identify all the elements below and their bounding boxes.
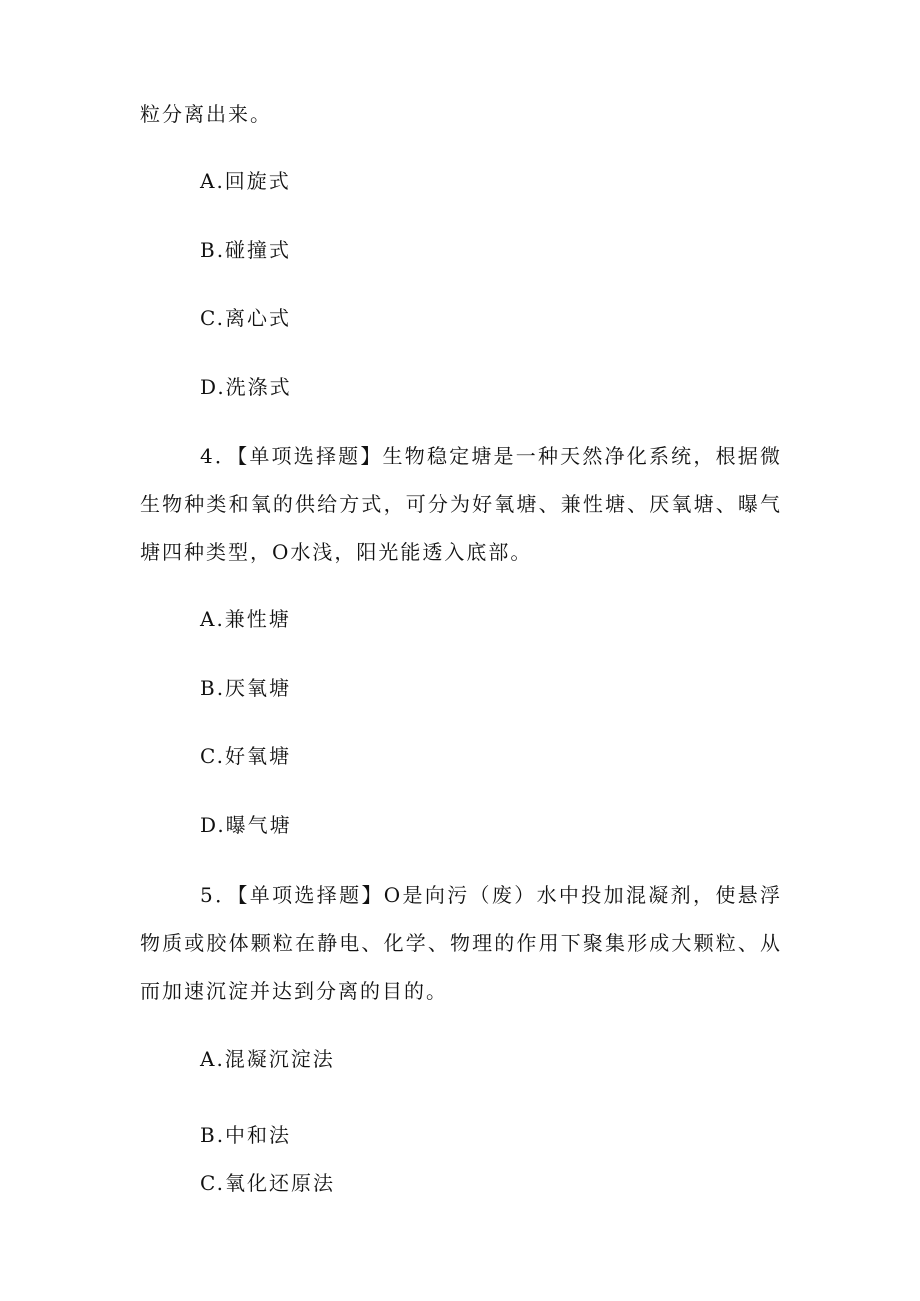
q3-stem-tail: 粒分离出来。 (140, 102, 272, 126)
q5-option-c: C.氧化还原法 (200, 1171, 335, 1195)
q5-option-a: A.混凝沉淀法 (200, 1047, 335, 1071)
q5-option-b: B.中和法 (200, 1123, 292, 1147)
q4-stem: 4．【单项选择题】生物稳定塘是一种天然净化系统，根据微生物种类和氧的供给方式，可分为好氧塘、兼性塘、厌氧塘、曝气塘四种类型，O水浅，阳光能透入底部。 (140, 444, 782, 564)
q5-stem: 5．【单项选择题】O是向污（废）水中投加混凝剂，使悬浮物质或胶体颗粒在静电、化学、物理的作用下聚集形成大颗粒、从而加速沉淀并达到分离的目的。 (140, 883, 782, 1003)
q3-option-d: D.洗涤式 (200, 375, 292, 399)
q4-option-c: C.好氧塘 (200, 744, 291, 768)
q4-option-b: B.厌氧塘 (200, 676, 292, 700)
q4-option-a: A.兼性塘 (200, 607, 291, 631)
q3-option-c: C.离心式 (200, 306, 291, 330)
q3-option-a: A.回旋式 (200, 169, 291, 193)
q4-option-d: D.曝气塘 (200, 813, 292, 837)
q3-option-b: B.碰撞式 (200, 238, 292, 262)
